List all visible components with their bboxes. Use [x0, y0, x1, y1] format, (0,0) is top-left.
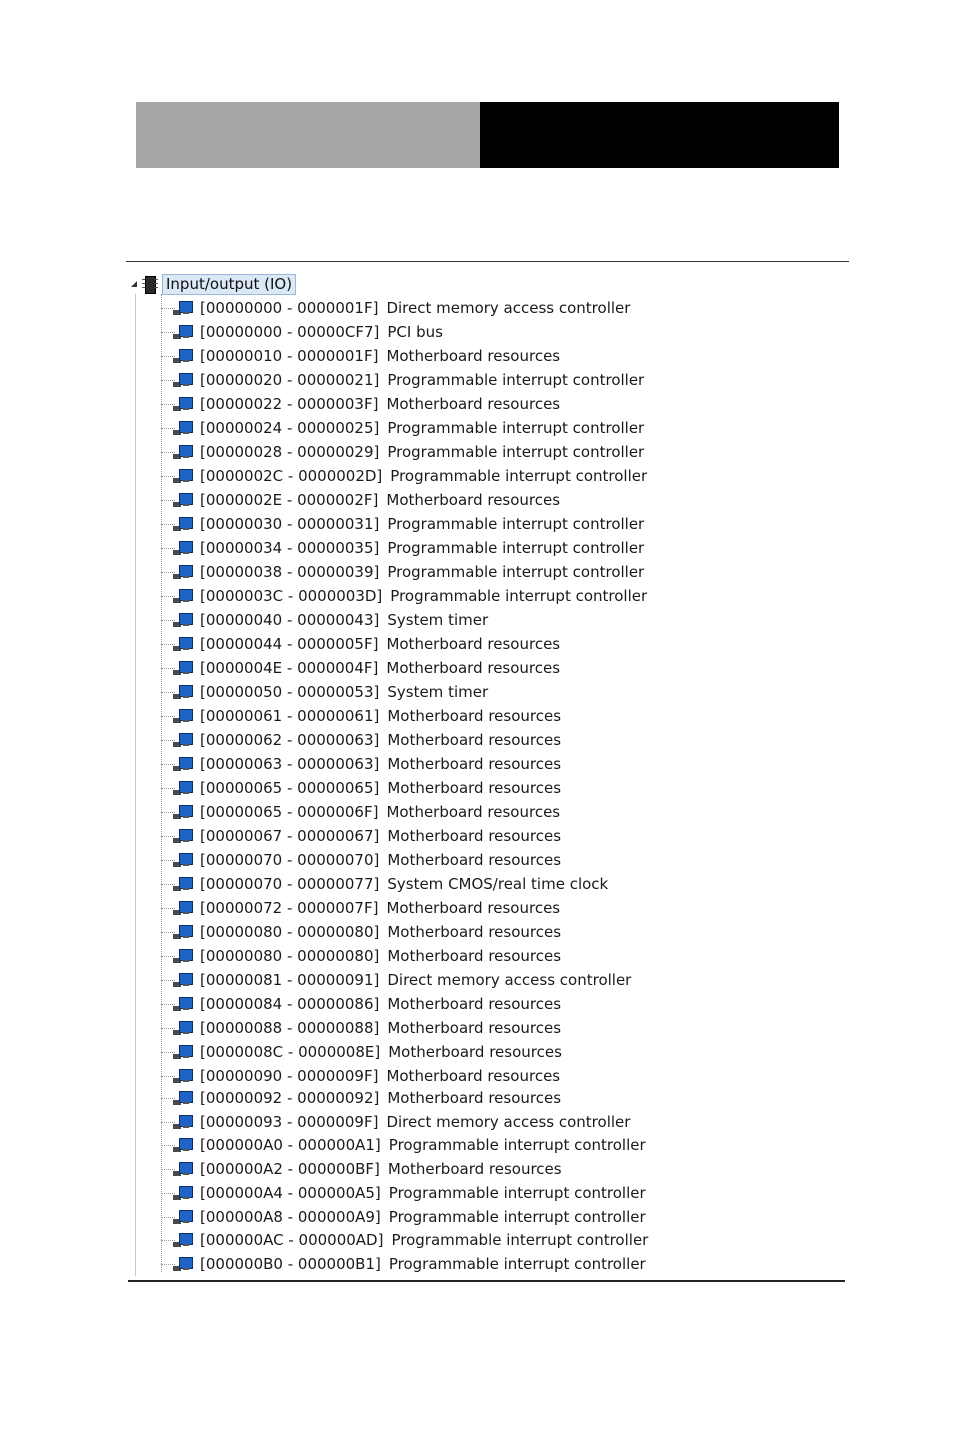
tree-item-label [200, 1207, 646, 1227]
device-icon [173, 660, 193, 676]
tree-item-label [200, 874, 608, 894]
io-range: [00000050 - 00000053] [200, 683, 380, 701]
tree-item-label [200, 490, 560, 510]
device-icon [173, 348, 193, 364]
tree-branch-line [161, 294, 162, 1272]
device-name: PCI bus [387, 323, 443, 341]
io-range: [00000093 - 0000009F] [200, 1113, 379, 1131]
device-name: Motherboard resources [386, 899, 561, 917]
device-name: Motherboard resources [387, 1019, 562, 1037]
device-name: Programmable interrupt controller [390, 467, 648, 485]
device-icon [173, 876, 193, 892]
device-icon [173, 612, 193, 628]
device-name: Motherboard resources [387, 851, 562, 869]
tree-item-label [200, 1018, 561, 1038]
device-icon [173, 444, 193, 460]
io-range: [00000088 - 00000088] [200, 1019, 380, 1037]
io-range: [000000A4 - 000000A5] [200, 1184, 381, 1202]
device-icon [173, 1044, 193, 1060]
device-name: Motherboard resources [386, 803, 561, 821]
device-icon [173, 780, 193, 796]
tree-item-label [200, 994, 561, 1014]
io-range: [00000024 - 00000025] [200, 419, 380, 437]
io-range: [00000065 - 00000065] [200, 779, 380, 797]
header-gray-bar [136, 102, 480, 168]
collapse-arrow-icon[interactable] [131, 281, 137, 287]
device-name: Motherboard resources [387, 707, 562, 725]
device-name: Motherboard resources [386, 635, 561, 653]
device-icon [173, 1232, 193, 1248]
device-name: Programmable interrupt controller [388, 1184, 646, 1202]
device-icon [173, 852, 193, 868]
tree-item-label [200, 658, 560, 678]
device-icon [173, 756, 193, 772]
device-name: Motherboard resources [386, 1067, 561, 1085]
tree-root-io[interactable] [128, 272, 296, 296]
tree-item-label [200, 442, 644, 462]
tree-item-label [200, 1042, 562, 1062]
io-range: [00000062 - 00000063] [200, 731, 380, 749]
tree-item-label [200, 346, 560, 366]
device-name: Programmable interrupt controller [387, 371, 645, 389]
device-name: Motherboard resources [386, 395, 561, 413]
device-icon [173, 684, 193, 700]
io-range: [00000080 - 00000080] [200, 923, 380, 941]
io-range: [00000080 - 00000080] [200, 947, 380, 965]
io-range: [00000063 - 00000063] [200, 755, 380, 773]
device-icon [173, 1068, 193, 1084]
device-icon [173, 1020, 193, 1036]
device-name: Motherboard resources [386, 347, 561, 365]
bottom-rule [128, 1280, 845, 1282]
device-icon [173, 1209, 193, 1225]
tree-item-label [200, 586, 647, 606]
device-name: Direct memory access controller [386, 299, 631, 317]
device-name: Motherboard resources [386, 659, 561, 677]
device-icon [173, 972, 193, 988]
device-icon [173, 996, 193, 1012]
io-range: [00000000 - 0000001F] [200, 299, 379, 317]
tree-item-label [200, 682, 488, 702]
tree-item-label [200, 466, 647, 486]
device-name: System timer [387, 611, 489, 629]
io-range: [0000002E - 0000002F] [200, 491, 379, 509]
device-icon [173, 588, 193, 604]
device-name: Programmable interrupt controller [387, 443, 645, 461]
io-range: [0000003C - 0000003D] [200, 587, 383, 605]
io-range: [00000000 - 00000CF7] [200, 323, 380, 341]
tree-item-label [200, 802, 560, 822]
device-icon [173, 804, 193, 820]
io-range: [00000034 - 00000035] [200, 539, 380, 557]
device-icon [173, 1256, 193, 1272]
tree-item-label [200, 778, 561, 798]
tree-item-label [200, 610, 488, 630]
device-name: Programmable interrupt controller [390, 587, 648, 605]
io-range: [00000020 - 00000021] [200, 371, 380, 389]
io-range: [000000AC - 000000AD] [200, 1231, 384, 1249]
device-icon [173, 468, 193, 484]
top-rule [126, 261, 849, 262]
io-range: [00000028 - 00000029] [200, 443, 380, 461]
io-range: [00000081 - 00000091] [200, 971, 380, 989]
device-icon [173, 372, 193, 388]
device-icon [173, 708, 193, 724]
device-name: Motherboard resources [387, 995, 562, 1013]
tree-item-label [200, 1135, 646, 1155]
device-name: Motherboard resources [387, 827, 562, 845]
tree-item-label [200, 754, 561, 774]
device-name: Motherboard resources [387, 755, 562, 773]
tree-item-label [200, 1112, 630, 1132]
device-icon [173, 828, 193, 844]
io-range: [00000072 - 0000007F] [200, 899, 379, 917]
tree-item-label [200, 418, 644, 438]
device-name: Motherboard resources [387, 923, 562, 941]
device-icon [173, 1114, 193, 1130]
tree-item-label [200, 634, 560, 654]
device-name: Programmable interrupt controller [391, 1231, 649, 1249]
tree-item-label [200, 850, 561, 870]
io-range: [00000084 - 00000086] [200, 995, 380, 1013]
device-icon [173, 948, 193, 964]
io-range: [00000070 - 00000070] [200, 851, 380, 869]
device-name: Motherboard resources [387, 947, 562, 965]
device-icon [173, 1185, 193, 1201]
tree-outer-line [135, 294, 136, 1276]
tree-item-label [200, 322, 443, 342]
device-name: Programmable interrupt controller [388, 1255, 646, 1273]
io-range: [00000092 - 00000092] [200, 1089, 380, 1107]
device-icon [173, 564, 193, 580]
tree-item-label [200, 1254, 646, 1274]
tree-item-label [200, 562, 644, 582]
device-name: Motherboard resources [387, 731, 562, 749]
io-range: [000000A2 - 000000BF] [200, 1160, 380, 1178]
tree-item-label [200, 538, 644, 558]
device-name: Programmable interrupt controller [387, 563, 645, 581]
device-icon [173, 492, 193, 508]
io-range: [00000038 - 00000039] [200, 563, 380, 581]
io-range: [00000040 - 00000043] [200, 611, 380, 629]
device-icon [173, 1137, 193, 1153]
io-range: [000000A8 - 000000A9] [200, 1208, 381, 1226]
io-range: [0000008C - 0000008E] [200, 1043, 381, 1061]
device-name: Motherboard resources [388, 1043, 562, 1061]
device-name: Programmable interrupt controller [387, 539, 645, 557]
tree-item-label [200, 706, 561, 726]
tree-item-label [200, 1230, 648, 1250]
io-range: [00000070 - 00000077] [200, 875, 380, 893]
device-name: Programmable interrupt controller [388, 1136, 646, 1154]
tree-item-label [200, 826, 561, 846]
header-black-bar [480, 102, 839, 168]
io-range: [0000004E - 0000004F] [200, 659, 379, 677]
io-range: [00000044 - 0000005F] [200, 635, 379, 653]
chip-icon [141, 275, 157, 293]
device-icon [173, 900, 193, 916]
device-icon [173, 420, 193, 436]
device-icon [173, 300, 193, 316]
device-name: System timer [387, 683, 489, 701]
tree-item-label [200, 370, 644, 390]
device-name: Direct memory access controller [387, 971, 632, 989]
device-icon [173, 732, 193, 748]
tree-item-label [200, 514, 644, 534]
tree-item-label [200, 1159, 562, 1179]
device-icon [173, 924, 193, 940]
tree-item-label [200, 898, 560, 918]
io-range: [00000061 - 00000061] [200, 707, 380, 725]
device-icon [173, 1090, 193, 1106]
tree-item-label [200, 394, 560, 414]
io-range: [00000090 - 0000009F] [200, 1067, 379, 1085]
device-name: Direct memory access controller [386, 1113, 631, 1131]
io-range: [000000A0 - 000000A1] [200, 1136, 381, 1154]
device-icon [173, 324, 193, 340]
tree-item-label [200, 922, 561, 942]
tree-item-label [200, 730, 561, 750]
tree-item-label [200, 298, 630, 318]
io-range: [00000065 - 0000006F] [200, 803, 379, 821]
device-name: Programmable interrupt controller [388, 1208, 646, 1226]
io-range: [000000B0 - 000000B1] [200, 1255, 381, 1273]
tree-item-label [200, 1088, 561, 1108]
tree-item-label [200, 1066, 560, 1086]
io-range: [00000030 - 00000031] [200, 515, 380, 533]
device-name: Motherboard resources [386, 491, 561, 509]
device-tree [128, 272, 828, 1276]
io-range: [00000067 - 00000067] [200, 827, 380, 845]
device-icon [173, 636, 193, 652]
device-name: Motherboard resources [387, 1160, 562, 1178]
tree-item-label [200, 946, 561, 966]
tree-item-label [200, 1183, 646, 1203]
io-range: [00000010 - 0000001F] [200, 347, 379, 365]
tree-root-label: Input/output (IO) [162, 274, 296, 295]
device-name: Motherboard resources [387, 779, 562, 797]
device-name: Motherboard resources [387, 1089, 562, 1107]
io-range: [00000022 - 0000003F] [200, 395, 379, 413]
device-icon [173, 396, 193, 412]
io-range: [0000002C - 0000002D] [200, 467, 383, 485]
device-icon [173, 516, 193, 532]
tree-item-label [200, 970, 631, 990]
device-name: Programmable interrupt controller [387, 419, 645, 437]
device-icon [173, 1161, 193, 1177]
device-name: System CMOS/real time clock [387, 875, 609, 893]
device-name: Programmable interrupt controller [387, 515, 645, 533]
device-icon [173, 540, 193, 556]
